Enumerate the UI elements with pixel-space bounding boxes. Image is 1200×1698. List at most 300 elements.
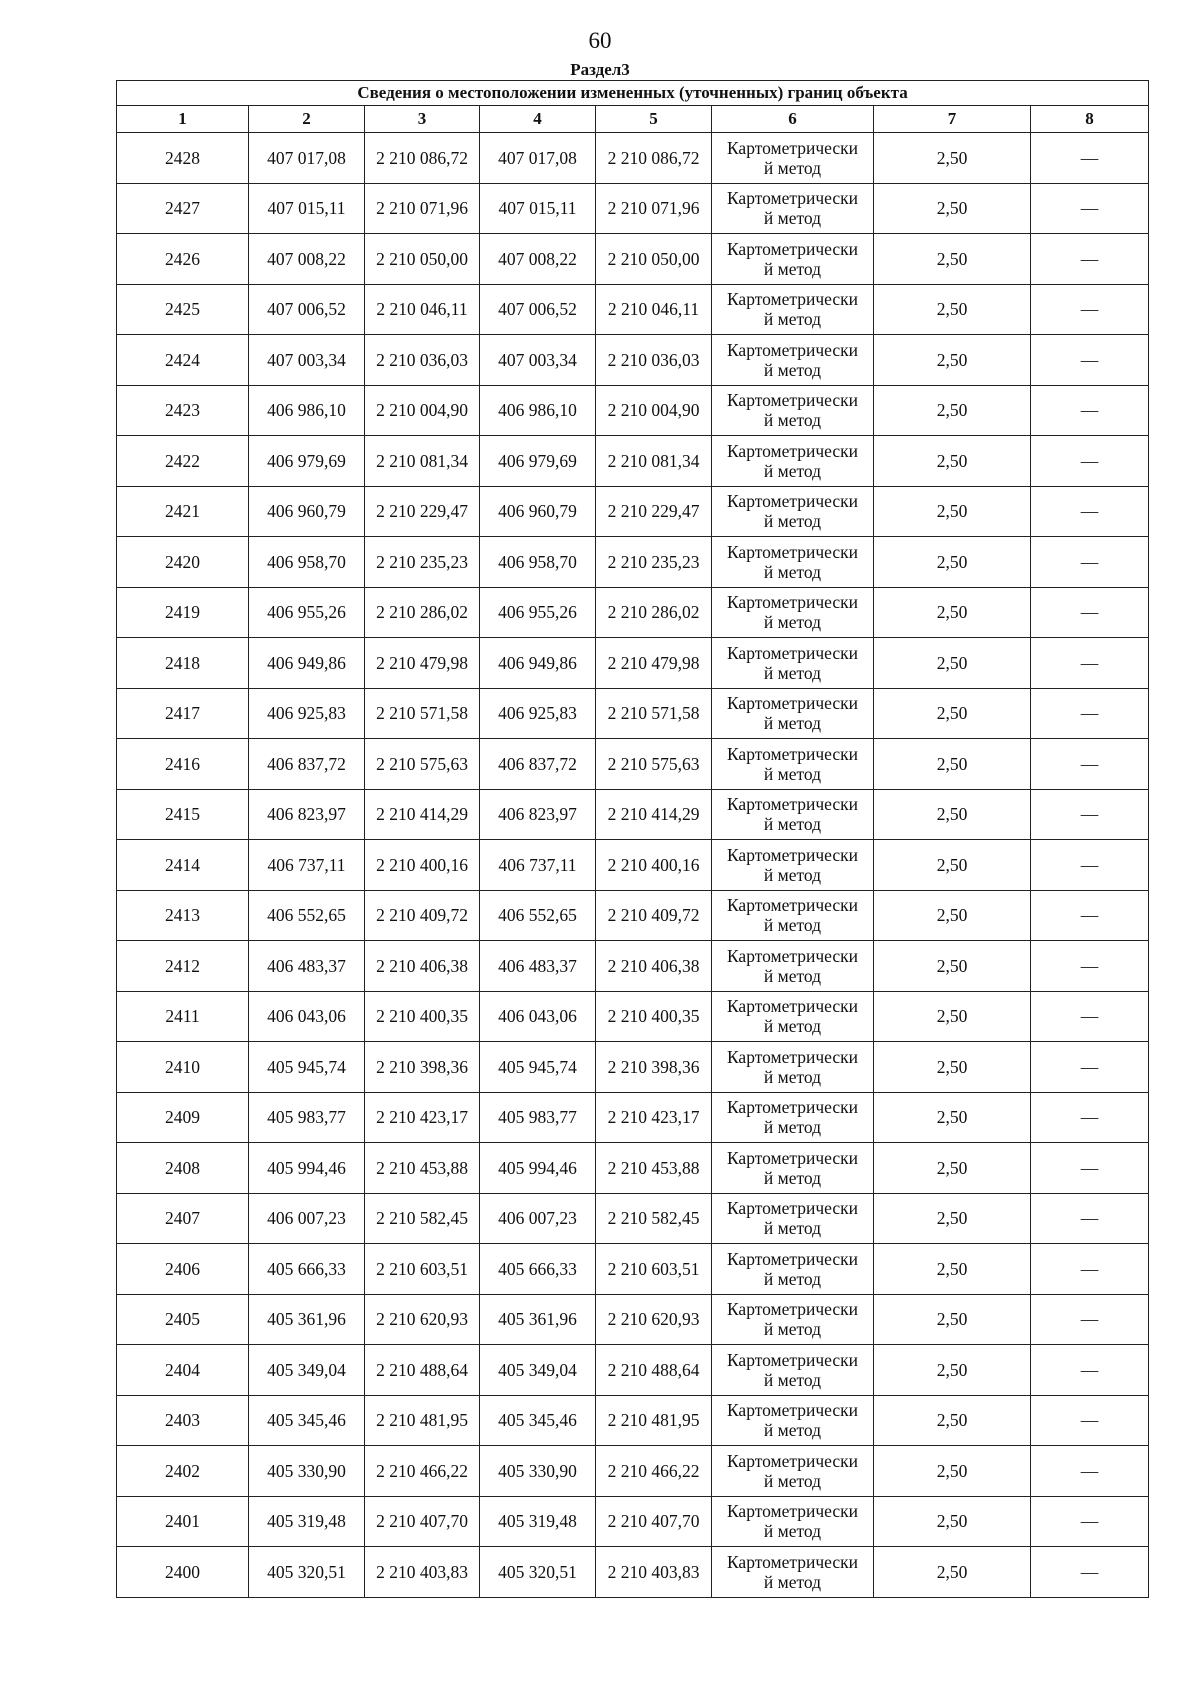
y-coordinate-cell: 2 210 403,83 <box>365 1547 480 1598</box>
method-cell <box>712 587 874 638</box>
method-line-1: Картометрически <box>726 491 859 512</box>
method-cell <box>712 1092 874 1143</box>
method-line-1: Картометрически <box>726 137 859 158</box>
method-line-2: й метод <box>763 157 822 178</box>
x-coordinate-cell: 406 823,97 <box>249 789 365 840</box>
x-coordinate-new-cell: 407 008,22 <box>480 234 596 285</box>
accuracy-cell: 2,50 <box>874 183 1031 234</box>
column-number-2: 2 <box>249 106 365 133</box>
table-row <box>117 1143 1149 1194</box>
x-coordinate-new-cell: 406 837,72 <box>480 739 596 790</box>
y-coordinate-cell: 2 210 479,98 <box>365 638 480 689</box>
y-coordinate-new-cell: 2 210 479,98 <box>596 638 712 689</box>
point-number-cell: 2401 <box>117 1496 249 1547</box>
method-line-2: й метод <box>763 814 822 835</box>
table-row <box>117 1092 1149 1143</box>
x-coordinate-new-cell: 406 737,11 <box>480 840 596 891</box>
x-coordinate-cell: 405 945,74 <box>249 1042 365 1093</box>
method-cell <box>712 234 874 285</box>
x-coordinate-cell: 406 949,86 <box>249 638 365 689</box>
point-number-cell: 2427 <box>117 183 249 234</box>
accuracy-cell: 2,50 <box>874 1143 1031 1194</box>
point-number-cell: 2420 <box>117 537 249 588</box>
point-number-cell: 2410 <box>117 1042 249 1093</box>
method-line-1: Картометрически <box>726 188 859 209</box>
x-coordinate-new-cell: 406 925,83 <box>480 688 596 739</box>
method-line-1: Картометрически <box>726 1147 859 1168</box>
x-coordinate-new-cell: 406 552,65 <box>480 890 596 941</box>
y-coordinate-cell: 2 210 400,16 <box>365 840 480 891</box>
x-coordinate-new-cell: 405 361,96 <box>480 1294 596 1345</box>
method-line-1: Картометрически <box>726 440 859 461</box>
description-cell: — <box>1031 991 1149 1042</box>
method-line-1: Картометрически <box>726 289 859 310</box>
table-row <box>117 941 1149 992</box>
x-coordinate-cell: 406 925,83 <box>249 688 365 739</box>
x-coordinate-new-cell: 406 043,06 <box>480 991 596 1042</box>
y-coordinate-new-cell: 2 210 398,36 <box>596 1042 712 1093</box>
x-coordinate-new-cell: 407 003,34 <box>480 335 596 386</box>
table-row <box>117 1547 1149 1598</box>
y-coordinate-cell: 2 210 071,96 <box>365 183 480 234</box>
y-coordinate-cell: 2 210 481,95 <box>365 1395 480 1446</box>
method-cell <box>712 739 874 790</box>
y-coordinate-cell: 2 210 407,70 <box>365 1496 480 1547</box>
y-coordinate-new-cell: 2 210 286,02 <box>596 587 712 638</box>
y-coordinate-cell: 2 210 603,51 <box>365 1244 480 1295</box>
y-coordinate-new-cell: 2 210 235,23 <box>596 537 712 588</box>
x-coordinate-cell: 406 837,72 <box>249 739 365 790</box>
description-cell: — <box>1031 1496 1149 1547</box>
table-body <box>117 133 1149 1598</box>
accuracy-cell: 2,50 <box>874 133 1031 184</box>
section-label: Раздел3 <box>570 60 630 79</box>
description-cell: — <box>1031 436 1149 487</box>
x-coordinate-new-cell: 406 960,79 <box>480 486 596 537</box>
method-cell <box>712 1345 874 1396</box>
column-number-4: 4 <box>480 106 596 133</box>
method-cell <box>712 941 874 992</box>
method-line-2: й метод <box>763 1319 822 1340</box>
method-line-1: Картометрически <box>726 541 859 562</box>
table-row <box>117 840 1149 891</box>
x-coordinate-cell: 407 003,34 <box>249 335 365 386</box>
table-row <box>117 1294 1149 1345</box>
description-cell: — <box>1031 133 1149 184</box>
x-coordinate-cell: 406 483,37 <box>249 941 365 992</box>
column-number-1: 1 <box>117 106 249 133</box>
y-coordinate-new-cell: 2 210 488,64 <box>596 1345 712 1396</box>
page-number: 60 <box>588 28 612 53</box>
method-cell <box>712 840 874 891</box>
x-coordinate-new-cell: 406 958,70 <box>480 537 596 588</box>
method-cell <box>712 638 874 689</box>
y-coordinate-cell: 2 210 414,29 <box>365 789 480 840</box>
point-number-cell: 2400 <box>117 1547 249 1598</box>
description-cell: — <box>1031 840 1149 891</box>
point-number-cell: 2411 <box>117 991 249 1042</box>
point-number-cell: 2406 <box>117 1244 249 1295</box>
y-coordinate-new-cell: 2 210 453,88 <box>596 1143 712 1194</box>
method-line-1: Картометрически <box>726 895 859 916</box>
table-row <box>117 133 1149 184</box>
method-line-2: й метод <box>763 309 822 330</box>
y-coordinate-cell: 2 210 453,88 <box>365 1143 480 1194</box>
x-coordinate-new-cell: 406 955,26 <box>480 587 596 638</box>
column-number-3: 3 <box>365 106 480 133</box>
y-coordinate-cell: 2 210 488,64 <box>365 1345 480 1396</box>
accuracy-cell: 2,50 <box>874 335 1031 386</box>
table-row <box>117 739 1149 790</box>
table-row <box>117 385 1149 436</box>
y-coordinate-new-cell: 2 210 004,90 <box>596 385 712 436</box>
method-line-1: Картометрически <box>726 1450 859 1471</box>
method-cell <box>712 284 874 335</box>
description-cell: — <box>1031 1092 1149 1143</box>
description-cell: — <box>1031 1395 1149 1446</box>
accuracy-cell: 2,50 <box>874 789 1031 840</box>
table-row <box>117 638 1149 689</box>
method-line-1: Картометрически <box>726 1551 859 1572</box>
x-coordinate-new-cell: 405 983,77 <box>480 1092 596 1143</box>
x-coordinate-new-cell: 407 006,52 <box>480 284 596 335</box>
x-coordinate-new-cell: 406 007,23 <box>480 1193 596 1244</box>
table-row <box>117 890 1149 941</box>
method-line-2: й метод <box>763 410 822 431</box>
method-cell <box>712 537 874 588</box>
description-cell: — <box>1031 890 1149 941</box>
method-line-1: Картометрически <box>726 996 859 1017</box>
method-line-2: й метод <box>763 1218 822 1239</box>
method-line-2: й метод <box>763 1420 822 1441</box>
method-cell <box>712 335 874 386</box>
method-cell <box>712 1143 874 1194</box>
y-coordinate-cell: 2 210 036,03 <box>365 335 480 386</box>
y-coordinate-new-cell: 2 210 409,72 <box>596 890 712 941</box>
description-cell: — <box>1031 1244 1149 1295</box>
point-number-cell: 2402 <box>117 1446 249 1497</box>
x-coordinate-cell: 405 349,04 <box>249 1345 365 1396</box>
y-coordinate-cell: 2 210 081,34 <box>365 436 480 487</box>
y-coordinate-new-cell: 2 210 481,95 <box>596 1395 712 1446</box>
x-coordinate-new-cell: 406 979,69 <box>480 436 596 487</box>
y-coordinate-cell: 2 210 409,72 <box>365 890 480 941</box>
point-number-cell: 2408 <box>117 1143 249 1194</box>
method-line-1: Картометрически <box>726 1097 859 1118</box>
x-coordinate-new-cell: 407 017,08 <box>480 133 596 184</box>
y-coordinate-new-cell: 2 210 229,47 <box>596 486 712 537</box>
x-coordinate-cell: 407 015,11 <box>249 183 365 234</box>
x-coordinate-new-cell: 405 345,46 <box>480 1395 596 1446</box>
table-row <box>117 991 1149 1042</box>
method-line-2: й метод <box>763 763 822 784</box>
method-line-2: й метод <box>763 1016 822 1037</box>
description-cell: — <box>1031 1193 1149 1244</box>
y-coordinate-new-cell: 2 210 571,58 <box>596 688 712 739</box>
description-cell: — <box>1031 385 1149 436</box>
method-cell <box>712 1042 874 1093</box>
x-coordinate-new-cell: 405 666,33 <box>480 1244 596 1295</box>
method-line-2: й метод <box>763 612 822 633</box>
description-cell: — <box>1031 183 1149 234</box>
y-coordinate-cell: 2 210 423,17 <box>365 1092 480 1143</box>
y-coordinate-cell: 2 210 406,38 <box>365 941 480 992</box>
description-cell: — <box>1031 234 1149 285</box>
y-coordinate-cell: 2 210 620,93 <box>365 1294 480 1345</box>
method-line-1: Картометрически <box>726 1299 859 1320</box>
point-number-cell: 2424 <box>117 335 249 386</box>
method-line-1: Картометрически <box>726 794 859 815</box>
boundary-coordinates-table <box>116 80 1149 1598</box>
method-cell <box>712 1294 874 1345</box>
y-coordinate-new-cell: 2 210 407,70 <box>596 1496 712 1547</box>
table-row <box>117 537 1149 588</box>
y-coordinate-cell: 2 210 400,35 <box>365 991 480 1042</box>
column-number-6: 6 <box>712 106 874 133</box>
method-line-2: й метод <box>763 713 822 734</box>
method-line-1: Картометрически <box>726 1198 859 1219</box>
column-number-row <box>117 106 1149 133</box>
accuracy-cell: 2,50 <box>874 991 1031 1042</box>
y-coordinate-new-cell: 2 210 406,38 <box>596 941 712 992</box>
method-cell <box>712 486 874 537</box>
method-line-2: й метод <box>763 965 822 986</box>
accuracy-cell: 2,50 <box>874 941 1031 992</box>
point-number-cell: 2418 <box>117 638 249 689</box>
method-line-2: й метод <box>763 662 822 683</box>
y-coordinate-cell: 2 210 229,47 <box>365 486 480 537</box>
x-coordinate-new-cell: 405 349,04 <box>480 1345 596 1396</box>
method-line-2: й метод <box>763 258 822 279</box>
method-line-2: й метод <box>763 1571 822 1592</box>
method-line-2: й метод <box>763 359 822 380</box>
point-number-cell: 2428 <box>117 133 249 184</box>
description-cell: — <box>1031 537 1149 588</box>
method-cell <box>712 890 874 941</box>
table-title: Сведения о местоположении измененных (уточненных) границ объекта <box>117 81 1149 106</box>
x-coordinate-cell: 407 006,52 <box>249 284 365 335</box>
x-coordinate-cell: 406 979,69 <box>249 436 365 487</box>
x-coordinate-cell: 406 007,23 <box>249 1193 365 1244</box>
description-cell: — <box>1031 1547 1149 1598</box>
y-coordinate-new-cell: 2 210 081,34 <box>596 436 712 487</box>
accuracy-cell: 2,50 <box>874 385 1031 436</box>
point-number-cell: 2421 <box>117 486 249 537</box>
method-cell <box>712 789 874 840</box>
x-coordinate-new-cell: 405 330,90 <box>480 1446 596 1497</box>
y-coordinate-new-cell: 2 210 575,63 <box>596 739 712 790</box>
table-row <box>117 789 1149 840</box>
accuracy-cell: 2,50 <box>874 1092 1031 1143</box>
point-number-cell: 2423 <box>117 385 249 436</box>
accuracy-cell: 2,50 <box>874 1042 1031 1093</box>
method-cell <box>712 385 874 436</box>
accuracy-cell: 2,50 <box>874 284 1031 335</box>
method-line-1: Картометрически <box>726 693 859 714</box>
x-coordinate-new-cell: 406 483,37 <box>480 941 596 992</box>
accuracy-cell: 2,50 <box>874 587 1031 638</box>
table-row <box>117 335 1149 386</box>
y-coordinate-cell: 2 210 004,90 <box>365 385 480 436</box>
method-line-2: й метод <box>763 1066 822 1087</box>
description-cell: — <box>1031 284 1149 335</box>
table-row <box>117 688 1149 739</box>
y-coordinate-cell: 2 210 582,45 <box>365 1193 480 1244</box>
description-cell: — <box>1031 739 1149 790</box>
y-coordinate-new-cell: 2 210 423,17 <box>596 1092 712 1143</box>
x-coordinate-cell: 405 666,33 <box>249 1244 365 1295</box>
method-line-1: Картометрически <box>726 339 859 360</box>
method-cell <box>712 1547 874 1598</box>
method-line-2: й метод <box>763 1268 822 1289</box>
y-coordinate-cell: 2 210 046,11 <box>365 284 480 335</box>
x-coordinate-cell: 406 986,10 <box>249 385 365 436</box>
method-line-1: Картометрически <box>726 844 859 865</box>
description-cell: — <box>1031 638 1149 689</box>
x-coordinate-new-cell: 405 945,74 <box>480 1042 596 1093</box>
description-cell: — <box>1031 688 1149 739</box>
method-line-2: й метод <box>763 915 822 936</box>
table-row <box>117 587 1149 638</box>
description-cell: — <box>1031 1042 1149 1093</box>
column-number-8: 8 <box>1031 106 1149 133</box>
accuracy-cell: 2,50 <box>874 1244 1031 1295</box>
method-line-2: й метод <box>763 208 822 229</box>
y-coordinate-new-cell: 2 210 071,96 <box>596 183 712 234</box>
x-coordinate-new-cell: 405 320,51 <box>480 1547 596 1598</box>
table-row <box>117 1042 1149 1093</box>
method-line-2: й метод <box>763 1521 822 1542</box>
method-cell <box>712 688 874 739</box>
description-cell: — <box>1031 1345 1149 1396</box>
table-row <box>117 1345 1149 1396</box>
accuracy-cell: 2,50 <box>874 1446 1031 1497</box>
y-coordinate-new-cell: 2 210 403,83 <box>596 1547 712 1598</box>
x-coordinate-new-cell: 405 319,48 <box>480 1496 596 1547</box>
table-row <box>117 1395 1149 1446</box>
accuracy-cell: 2,50 <box>874 486 1031 537</box>
accuracy-cell: 2,50 <box>874 234 1031 285</box>
y-coordinate-new-cell: 2 210 046,11 <box>596 284 712 335</box>
x-coordinate-cell: 406 552,65 <box>249 890 365 941</box>
accuracy-cell: 2,50 <box>874 1345 1031 1396</box>
accuracy-cell: 2,50 <box>874 1193 1031 1244</box>
description-cell: — <box>1031 941 1149 992</box>
x-coordinate-new-cell: 407 015,11 <box>480 183 596 234</box>
description-cell: — <box>1031 587 1149 638</box>
accuracy-cell: 2,50 <box>874 638 1031 689</box>
description-cell: — <box>1031 486 1149 537</box>
y-coordinate-cell: 2 210 050,00 <box>365 234 480 285</box>
point-number-cell: 2425 <box>117 284 249 335</box>
method-cell <box>712 183 874 234</box>
x-coordinate-cell: 406 958,70 <box>249 537 365 588</box>
x-coordinate-cell: 407 017,08 <box>249 133 365 184</box>
table-row <box>117 234 1149 285</box>
x-coordinate-new-cell: 405 994,46 <box>480 1143 596 1194</box>
table-row <box>117 486 1149 537</box>
y-coordinate-new-cell: 2 210 620,93 <box>596 1294 712 1345</box>
method-line-2: й метод <box>763 511 822 532</box>
method-line-2: й метод <box>763 864 822 885</box>
table-row <box>117 284 1149 335</box>
point-number-cell: 2416 <box>117 739 249 790</box>
description-cell: — <box>1031 1294 1149 1345</box>
x-coordinate-cell: 406 043,06 <box>249 991 365 1042</box>
y-coordinate-cell: 2 210 286,02 <box>365 587 480 638</box>
method-line-2: й метод <box>763 1167 822 1188</box>
column-number-7: 7 <box>874 106 1031 133</box>
point-number-cell: 2415 <box>117 789 249 840</box>
method-line-2: й метод <box>763 561 822 582</box>
method-cell <box>712 1446 874 1497</box>
point-number-cell: 2422 <box>117 436 249 487</box>
accuracy-cell: 2,50 <box>874 537 1031 588</box>
y-coordinate-new-cell: 2 210 400,35 <box>596 991 712 1042</box>
y-coordinate-new-cell: 2 210 086,72 <box>596 133 712 184</box>
method-line-1: Картометрически <box>726 945 859 966</box>
table-row <box>117 1193 1149 1244</box>
method-cell <box>712 436 874 487</box>
method-line-2: й метод <box>763 1117 822 1138</box>
method-line-1: Картометрически <box>726 592 859 613</box>
method-line-2: й метод <box>763 1470 822 1491</box>
x-coordinate-cell: 406 737,11 <box>249 840 365 891</box>
method-line-1: Картометрически <box>726 642 859 663</box>
accuracy-cell: 2,50 <box>874 1496 1031 1547</box>
accuracy-cell: 2,50 <box>874 688 1031 739</box>
accuracy-cell: 2,50 <box>874 1294 1031 1345</box>
method-line-2: й метод <box>763 1369 822 1390</box>
y-coordinate-cell: 2 210 235,23 <box>365 537 480 588</box>
table-row <box>117 1244 1149 1295</box>
method-cell <box>712 991 874 1042</box>
y-coordinate-cell: 2 210 571,58 <box>365 688 480 739</box>
description-cell: — <box>1031 335 1149 386</box>
description-cell: — <box>1031 1446 1149 1497</box>
x-coordinate-cell: 405 330,90 <box>249 1446 365 1497</box>
point-number-cell: 2409 <box>117 1092 249 1143</box>
x-coordinate-cell: 405 994,46 <box>249 1143 365 1194</box>
method-line-1: Картометрически <box>726 743 859 764</box>
method-line-1: Картометрически <box>726 1501 859 1522</box>
method-line-2: й метод <box>763 460 822 481</box>
method-line-1: Картометрически <box>726 1046 859 1067</box>
method-line-1: Картометрически <box>726 1400 859 1421</box>
x-coordinate-new-cell: 406 823,97 <box>480 789 596 840</box>
point-number-cell: 2412 <box>117 941 249 992</box>
x-coordinate-new-cell: 406 986,10 <box>480 385 596 436</box>
accuracy-cell: 2,50 <box>874 1395 1031 1446</box>
accuracy-cell: 2,50 <box>874 436 1031 487</box>
accuracy-cell: 2,50 <box>874 1547 1031 1598</box>
y-coordinate-cell: 2 210 575,63 <box>365 739 480 790</box>
method-cell <box>712 133 874 184</box>
table-row <box>117 183 1149 234</box>
x-coordinate-cell: 405 345,46 <box>249 1395 365 1446</box>
point-number-cell: 2405 <box>117 1294 249 1345</box>
point-number-cell: 2414 <box>117 840 249 891</box>
x-coordinate-cell: 405 983,77 <box>249 1092 365 1143</box>
y-coordinate-new-cell: 2 210 603,51 <box>596 1244 712 1295</box>
method-cell <box>712 1496 874 1547</box>
y-coordinate-new-cell: 2 210 400,16 <box>596 840 712 891</box>
column-number-5: 5 <box>596 106 712 133</box>
method-line-1: Картометрически <box>726 1248 859 1269</box>
accuracy-cell: 2,50 <box>874 890 1031 941</box>
table-row <box>117 436 1149 487</box>
description-cell: — <box>1031 1143 1149 1194</box>
